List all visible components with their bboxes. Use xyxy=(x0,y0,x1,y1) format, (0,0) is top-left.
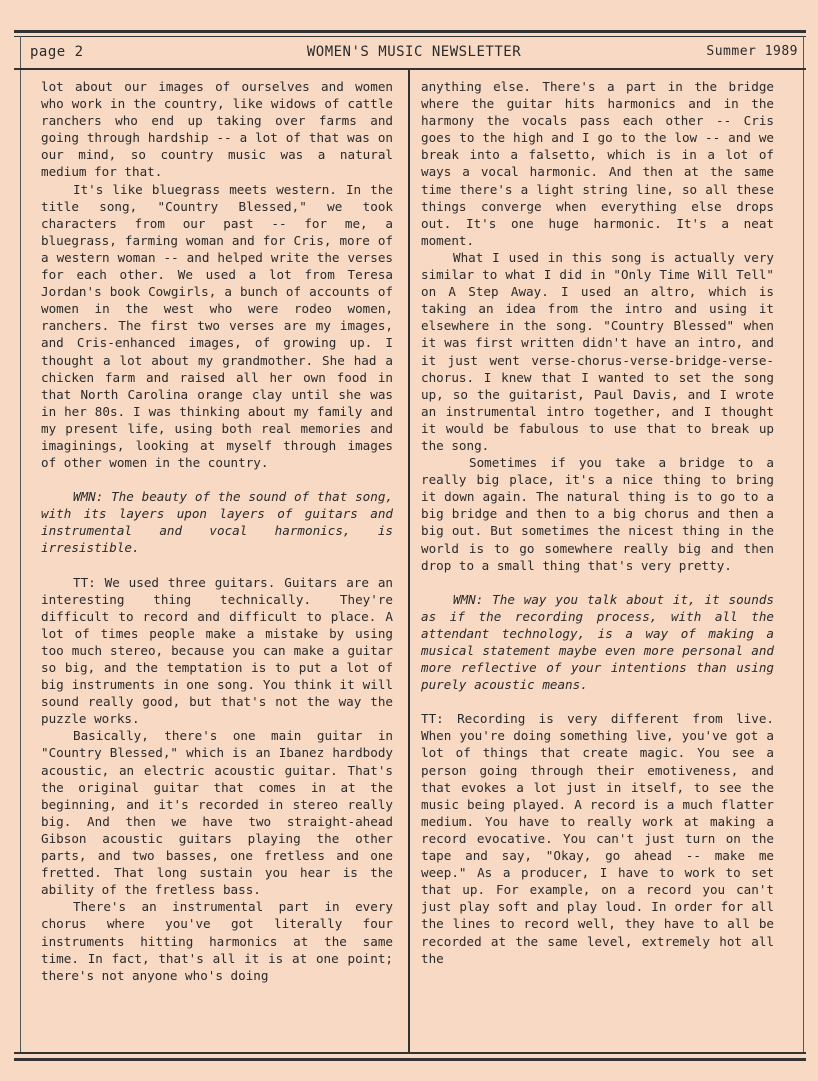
newsletter-title: WOMEN'S MUSIC NEWSLETTER xyxy=(306,44,522,60)
right-border xyxy=(803,36,804,1052)
interviewer-question: WMN: The way you talk about it, it sounds as if the recording process, with all the attendant technology, is a way of making a musical statement maybe even more personal and more reflective of your intentions than using purely acoustic means. xyxy=(421,591,774,693)
paragraph: Sometimes if you take a bridge to a really big place, it's a nice thing to bring it down again. The natural thing is to go to a big bridge and then to a big chorus and then a big out. But sometimes the nicest thing in the world is to go somewhere really big and then drop to a small thing that's very pretty. xyxy=(421,455,774,573)
paragraph: What I used in this song is actually very similar to what I did in "Only Time Will Tell" on A Step Away. I used an altro, which is taking an idea from the intro and using it elsewhere in the song. "Country Blessed" when it was first written didn't have an intro, and it just went verse-chorus-verse-bridge-verse-chorus. I knew that I wanted to set the song up, so the guitarist, Paul Davis, and I wrote an instrumental intro together, and I thought it would be fabulous to use that to break up the song. xyxy=(421,249,774,453)
page-number: page 2 xyxy=(30,44,84,60)
interviewer-question: WMN: The beauty of the sound of that song, with its layers upon layers of guitars and instrumental and vocal harmonics, is irresistible. xyxy=(41,489,393,556)
issue-date: Summer 1989 xyxy=(706,44,798,59)
paragraph: lot about our images of ourselves and women who work in the country, like widows of cattle ranchers who end up taking over farms and going through hardship -- a lot of that was on our mind, so country music was a natural medium for that. xyxy=(41,79,393,180)
left-border xyxy=(20,36,21,1052)
bottom-rule-thick xyxy=(14,1058,806,1061)
paragraph: It's like bluegrass meets western. In the title song, "Country Blessed," we took characters from our past -- for me, a bluegrass, farming woman and for Cris, more of a western woman -- and helped write the verses for each other. We used a lot from Teresa Jordan's book Cowgirls, a bunch of accounts of women in the west who were rodeo women, ranchers. The first two verses are my images, and Cris-enhanced images, of growing up. I thought a lot about my grandmother. She had a chicken farm and raised all her own food in that North Carolina orange clay until she was in her 80s. I was thinking about my family and my present life, using both real memories and imaginings, looking at myself through images of other women in the country. xyxy=(41,181,393,471)
paragraph: anything else. There's a part in the bridge where the guitar hits harmonics and in the harmony the vocals pass each other -- Cris goes to the high and I go to the low -- and we break into a falsetto, which is in a lot of ways a vocal harmonic. And then at the same time there's a light string line, so all these things converge when everything else drops out. It's one huge harmonic. It's a neat moment. xyxy=(421,79,774,248)
right-column xyxy=(421,78,774,967)
paragraph: There's an instrumental part in every chorus where you've got literally four instruments hitting harmonics at the same time. In fact, that's all it is at one point; there's not anyone who's doing xyxy=(41,899,393,983)
top-rule-thick xyxy=(14,30,806,33)
top-rule-thin xyxy=(14,36,806,37)
column-divider xyxy=(408,70,410,1052)
left-column xyxy=(41,78,393,984)
paragraph: TT: We used three guitars. Guitars are an interesting thing technically. They're difficult to record and difficult to place. A lot of times people make a mistake by using too much stereo, because you can make a guitar so big, and the temptation is to put a lot of big instruments in one song. You think it will sound really good, but that's not the way the puzzle works. xyxy=(41,574,393,727)
paragraph: TT: Recording is very different from live. When you're doing something live, you've got a lot of things that create magic. You see a person going through their emotiveness, and that evokes a lot just in itself, to see the music being played. A record is a much flatter medium. You have to really work at making a record evocative. You can't just turn on the tape and say, "Okay, go ahead -- make me weep." As a producer, I have to work to set that up. For example, on a record you can't just play soft and play loud. In order for all the lines to record well, they have to all be recorded at the same level, extremely hot all the xyxy=(421,711,774,966)
bottom-rule-thin xyxy=(14,1052,806,1054)
page-header xyxy=(30,44,798,64)
header-rule xyxy=(14,68,806,70)
paragraph: Basically, there's one main guitar in "Country Blessed," which is an Ibanez hardbody acoustic, an electric acoustic guitar. That's the original guitar that comes in at the beginning, and it's recorded in stereo really big. And then we have two straight-ahead Gibson acoustic guitars playing the other parts, and two basses, one fretless and one fretted. That long sustain you hear is the ability of the fretless bass. xyxy=(41,728,393,898)
